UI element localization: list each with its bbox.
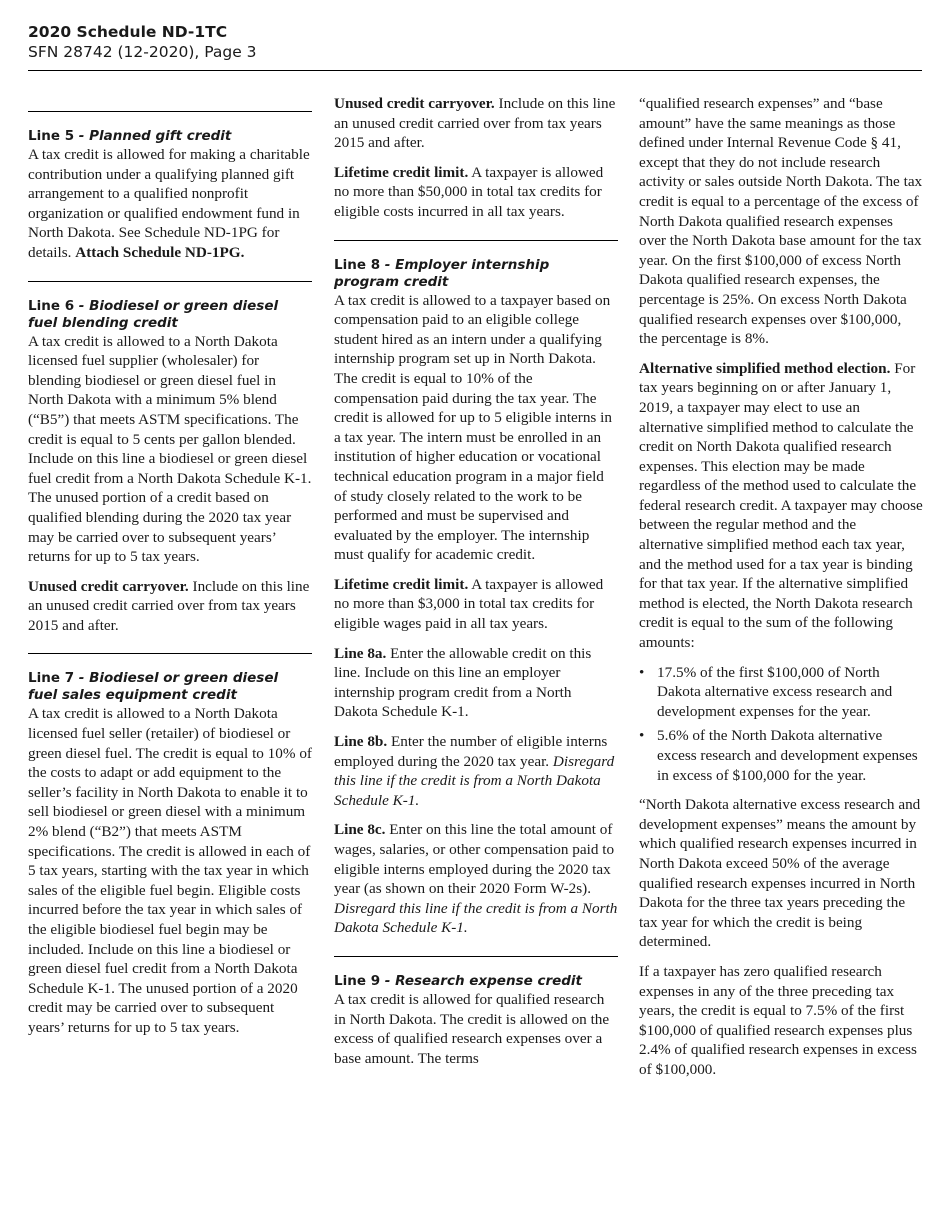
lifetime-limit-paragraph: Lifetime credit limit. A taxpayer is allowed no more than $3,000 in total tax credits for eligible wages paid in all tax years. <box>334 575 604 633</box>
form-title: 2020 Schedule ND-1TC <box>28 23 228 41</box>
asm-paragraph: Alternative simplified method election. For tax years beginning on or after January 1, 2019, a taxpayer may elect to use an alternative simplified method to calculate the credit on North Dakota qualified research expenses. This election may be made regardless of the method used to calculate the federal research credit. A taxpayer may choose between the regular method and the alternative simplified method each tax year, and the method used for a tax year is binding for that tax year. If the alternative simplified method is elected, the North Dakota research credit is equal to the sum of the following amounts: <box>639 359 923 652</box>
page-header <box>28 22 922 62</box>
section-divider <box>28 111 312 112</box>
line-8a-paragraph: Line 8a. Enter the allowable credit on this line. Include on this line an employer internship program credit from a North Dakota Schedule K-1. <box>334 644 592 721</box>
zero-expense-paragraph: If a taxpayer has zero qualified research expenses in any of the three preceding tax years, the credit is equal to 7.5% of the first $100,000 of qualified research expenses plus 2.4% of qualified research expenses in excess of $100,000. <box>639 962 917 1078</box>
section-body: A tax credit is allowed to a taxpayer based on compensation paid to an eligible college student hired as an intern under a qualifying internship program set up in North Dakota. The credit is equal to 10% of the compensation paid during the tax year. The credit is allowed for up to 5 eligible interns in a tax year. The intern must be enrolled in an institution of higher education or vocational technical education program in a major field of study closely related to the work to be performed and must be supervised and evaluated by the employer. The internship must qualify for academic credit. <box>334 291 612 564</box>
column-2 <box>334 94 618 1078</box>
list-item: • 5.6% of the North Dakota alternative excess research and development expenses in excess of $100,000 for the year. <box>639 726 923 785</box>
section-divider <box>334 240 618 241</box>
section-divider <box>334 956 618 957</box>
carryover-paragraph: Unused credit carryover. Include on this line an unused credit carried over from tax years 2015 and after. <box>28 577 310 634</box>
section-heading: Line 6 - Biodiesel or green diesel fuel blending credit <box>28 297 279 331</box>
section-body: A tax credit is allowed to a North Dakota licensed fuel seller (retailer) of biodiesel or green diesel fuel. The credit is equal to 10% of the costs to adapt or add equipment to the seller’s facility in North Dakota to enable it to sell biodiesel or green diesel with a minimum 2% blend (“B2”) that meets ASTM specifications. The credit is allowed in each of 5 tax years, starting with the tax year in which sales of the eligible fuel begin. Eligible costs incurred before the tax year in which sales of the eligible biodiesel fuel begin may be included. Include on this line a biodiesel or green diesel fuel credit from a North Dakota Schedule K-1. The unused portion of a 2020 credit may be carried over to subsequent years’ returns for up to 5 tax years. <box>28 705 312 1036</box>
line-8b-paragraph: Line 8b. Enter the number of eligible interns employed during the 2020 tax year. Disregard this line if the credit is from a North Dakota Schedule K-1. <box>334 733 615 809</box>
section-line-7 <box>28 670 312 1037</box>
section-heading: Line 7 - Biodiesel or green diesel fuel sales equipment credit <box>28 670 279 704</box>
section-line-9 <box>334 973 618 1068</box>
header-divider <box>28 70 922 71</box>
column-1 <box>28 94 312 1048</box>
column-3 <box>639 94 923 1090</box>
section-heading: Line 9 - Research expense credit <box>334 972 583 989</box>
section-line-5 <box>28 128 312 263</box>
asm-bullet-list <box>639 663 923 786</box>
definition-paragraph: “North Dakota alternative excess research and development expenses” means the amount by which qualified research expenses incurred in North Dakota exceed 50% of the average qualified research expenses incurred in North Dakota for the three tax years preceding the tax year for which the credit is being determined. <box>639 796 921 951</box>
line-8c-paragraph: Line 8c. Enter on this line the total amount of wages, salaries, or other compensation paid to eligible interns employed during the 2020 tax year (as shown on their 2020 Form W-2s). Disregard this line if the credit is from a North Dakota Schedule K-1. <box>334 821 618 937</box>
form-subtitle: SFN 28742 (12-2020), Page 3 <box>28 43 257 61</box>
list-item: • 17.5% of the first $100,000 of North Dakota alternative excess research and development expenses for the year. <box>639 663 923 722</box>
section-body: A tax credit is allowed for qualified research in North Dakota. The credit is allowed on the excess of qualified research expenses over a base amount. The terms <box>334 990 610 1067</box>
section-line-6 <box>28 298 312 636</box>
research-credit-body-cont: “qualified research expenses” and “base amount” have the same meanings as those defined under Internal Revenue Code § 41, except that they do not include research activity or sales outside North Dakota. The tax credit is equal to a percentage of the excess of North Dakota qualified research expenses over the North Dakota base amount for the tax year. On the first $100,000 of excess North Dakota qualified research expenses, the percentage is 25%. On excess North Dakota qualified research expenses over $100,000, the percentage is 8%. <box>639 95 923 348</box>
section-line-8 <box>334 257 618 938</box>
section-body: A tax credit is allowed to a North Dakota licensed fuel supplier (wholesaler) for blending biodiesel or green diesel fuel in North Dakota with a minimum 5% blend (“B5”) that meets ASTM specifications. The credit is equal to 5 cents per gallon blended. Include on this line a biodiesel or green diesel fuel credit from a North Dakota Schedule K-1. The unused portion of a credit based on qualified blending during the 2020 tax year may be carried over to subsequent years’ returns for up to 5 tax years. <box>28 332 312 566</box>
section-heading: Line 8 - Employer internship program credit <box>334 256 550 290</box>
section-heading: Line 5 - Planned gift credit <box>28 128 232 144</box>
section-body: A tax credit is allowed for making a charitable contribution under a qualifying planned gift arrangement to a qualified nonprofit organization or qualified endowment fund in North Dakota. See Schedule ND-1PG for details. Attach Schedule ND-1PG. <box>28 146 310 261</box>
section-divider <box>28 653 312 654</box>
section-divider <box>28 281 312 282</box>
carryover-paragraph: Unused credit carryover. Include on this line an unused credit carried over from tax years 2015 and after. <box>334 95 616 152</box>
lifetime-limit-paragraph: Lifetime credit limit. A taxpayer is allowed no more than $50,000 in total tax credits for eligible costs incurred in all tax years. <box>334 163 604 220</box>
